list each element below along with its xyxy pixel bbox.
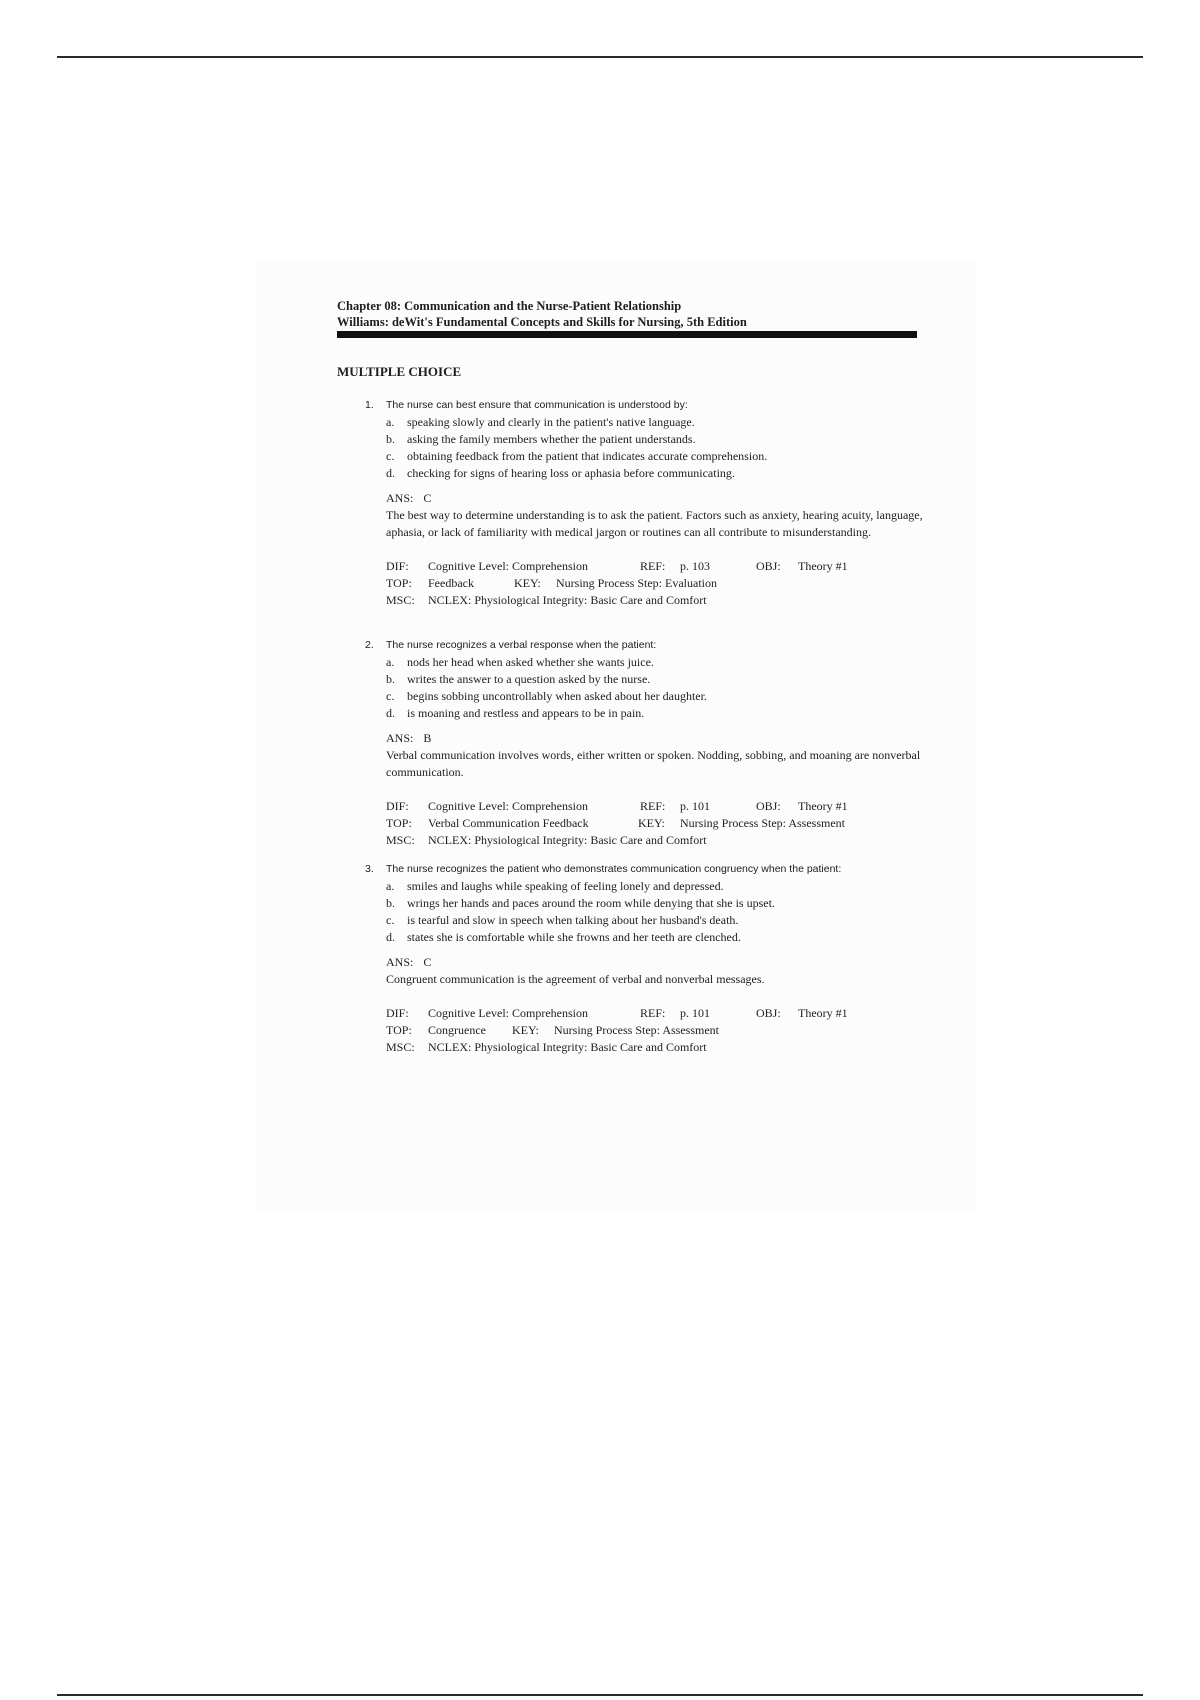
option-letter: a. [386,879,395,893]
answer-options [365,414,925,482]
obj-value: Theory #1 [798,559,848,573]
option-letter: c. [386,689,395,703]
meta-line-msc [386,592,925,609]
msc-value: NCLEX: Physiological Integrity: Basic Care and Comfort [428,833,707,847]
option-text: is moaning and restless and appears to be in pain. [407,706,645,720]
answer-line [386,730,925,747]
question-text: The nurse recognizes a verbal response when the patient: [386,639,657,651]
answer-value: C [423,491,432,505]
header-rule [337,331,917,338]
question-number: 3. [365,863,374,875]
ref-label: REF: [640,799,666,813]
option-text: begins sobbing uncontrollably when asked about her daughter. [407,689,707,703]
question-metadata [386,558,925,609]
option-c [386,688,925,705]
option-text: asking the family members whether the patient understands. [407,432,696,446]
answer-options [365,878,925,946]
option-text: writes the answer to a question asked by the nurse. [407,672,651,686]
msc-label: MSC: [386,833,415,847]
book-title: Williams: deWit's Fundamental Concepts and Skills for Nursing, 5th Edition [337,315,747,329]
question-stem [365,862,925,877]
answer-label: ANS: [386,731,414,745]
key-value: Nursing Process Step: Evaluation [556,576,717,590]
obj-label: OBJ: [756,1006,781,1020]
obj-label: OBJ: [756,799,781,813]
top-value: Verbal Communication Feedback [428,816,589,830]
rationale: Congruent communication is the agreement of verbal and nonverbal messages. [386,972,765,986]
answer-options [365,654,925,722]
chapter-title: Chapter 08: Communication and the Nurse-Patient Relationship [337,299,682,313]
option-text: states she is comfortable while she frowns and her teeth are clenched. [407,930,741,944]
question-metadata [386,1005,925,1056]
top-value: Feedback [428,576,474,590]
obj-value: Theory #1 [798,1006,848,1020]
question-number: 2. [365,639,374,651]
answer-block [365,954,925,1056]
answer-block [365,490,925,609]
dif-value: Cognitive Level: Comprehension [428,799,588,813]
question-metadata [386,798,925,849]
option-letter: a. [386,415,395,429]
msc-label: MSC: [386,1040,415,1054]
option-letter: a. [386,655,395,669]
obj-label: OBJ: [756,559,781,573]
option-letter: b. [386,672,395,686]
key-label: KEY: [638,816,665,830]
option-b [386,431,925,448]
document-header [337,298,917,338]
meta-line-dif [386,1005,925,1022]
question-number: 1. [365,399,374,411]
answer-value: B [423,731,432,745]
answer-line [386,490,925,507]
option-text: checking for signs of hearing loss or aphasia before communicating. [407,466,735,480]
answer-line [386,954,925,971]
option-letter: d. [386,706,395,720]
dif-value: Cognitive Level: Comprehension [428,1006,588,1020]
ref-value: p. 101 [680,1006,710,1020]
question-stem [365,398,925,413]
meta-line-dif [386,798,925,815]
meta-line-msc [386,1039,925,1056]
top-divider [57,56,1143,58]
meta-line-top [386,575,925,592]
option-letter: d. [386,466,395,480]
meta-line-top [386,815,925,832]
top-value: Congruence [428,1023,486,1037]
dif-label: DIF: [386,799,409,813]
option-c [386,912,925,929]
option-a [386,878,925,895]
option-d [386,705,925,722]
top-label: TOP: [386,576,412,590]
key-label: KEY: [512,1023,539,1037]
option-d [386,465,925,482]
question-stem [365,638,925,653]
option-text: nods her head when asked whether she wants juice. [407,655,654,669]
option-text: speaking slowly and clearly in the patient's native language. [407,415,695,429]
rationale: Verbal communication involves words, either written or spoken. Nodding, sobbing, and moaning are nonverbal communication. [386,748,921,779]
dif-label: DIF: [386,559,409,573]
section-heading: MULTIPLE CHOICE [337,364,462,379]
key-label: KEY: [514,576,541,590]
option-c [386,448,925,465]
rationale: The best way to determine understanding is to ask the patient. Factors such as anxiety, hearing acuity, language, aphasia, or lack of familiarity with medical jargon or routines can all contribute to misunderstanding. [386,508,923,539]
key-value: Nursing Process Step: Assessment [554,1023,719,1037]
ref-label: REF: [640,1006,666,1020]
top-label: TOP: [386,816,412,830]
msc-value: NCLEX: Physiological Integrity: Basic Care and Comfort [428,1040,707,1054]
answer-value: C [423,955,432,969]
question-2 [365,638,925,849]
bottom-divider [57,1694,1143,1696]
question-1 [365,398,925,609]
option-text: is tearful and slow in speech when talking about her husband's death. [407,913,739,927]
obj-value: Theory #1 [798,799,848,813]
option-letter: b. [386,896,395,910]
option-d [386,929,925,946]
option-text: smiles and laughs while speaking of feeling lonely and depressed. [407,879,724,893]
question-text: The nurse can best ensure that communication is understood by: [386,399,688,411]
option-a [386,654,925,671]
answer-label: ANS: [386,955,414,969]
question-text: The nurse recognizes the patient who demonstrates communication congruency when the patient: [386,863,842,875]
answer-label: ANS: [386,491,414,505]
option-letter: b. [386,432,395,446]
ref-label: REF: [640,559,666,573]
key-value: Nursing Process Step: Assessment [680,816,845,830]
option-text: obtaining feedback from the patient that indicates accurate comprehension. [407,449,768,463]
document-page [256,260,976,1210]
option-letter: d. [386,930,395,944]
meta-line-top [386,1022,925,1039]
option-letter: c. [386,449,395,463]
answer-block [365,730,925,849]
option-letter: c. [386,913,395,927]
dif-value: Cognitive Level: Comprehension [428,559,588,573]
meta-line-msc [386,832,925,849]
option-b [386,895,925,912]
option-a [386,414,925,431]
msc-value: NCLEX: Physiological Integrity: Basic Care and Comfort [428,593,707,607]
option-text: wrings her hands and paces around the room while denying that she is upset. [407,896,775,910]
ref-value: p. 101 [680,799,710,813]
dif-label: DIF: [386,1006,409,1020]
ref-value: p. 103 [680,559,710,573]
question-3 [365,862,925,1056]
msc-label: MSC: [386,593,415,607]
option-b [386,671,925,688]
top-label: TOP: [386,1023,412,1037]
meta-line-dif [386,558,925,575]
